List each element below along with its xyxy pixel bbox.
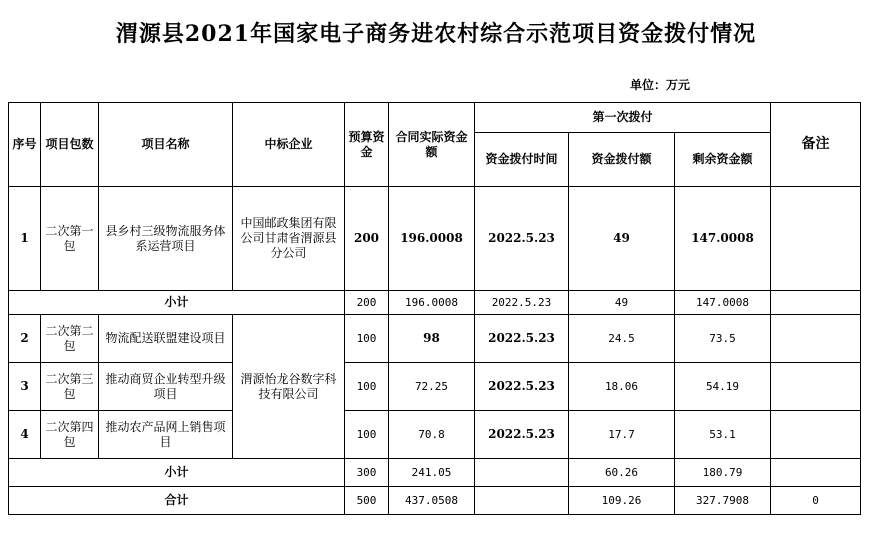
header-remark: 备注 [771,103,861,187]
cell-budget: 100 [345,411,389,459]
cell-pay-amount: 17.7 [569,411,675,459]
cell-budget: 200 [345,187,389,291]
subtotal-remark [771,291,861,315]
cell-remark [771,363,861,411]
cell-project: 县乡村三级物流服务体系运营项目 [99,187,233,291]
cell-remaining: 147.0008 [675,187,771,291]
cell-pay-amount: 18.06 [569,363,675,411]
total-pay-time [475,487,569,515]
subtotal-pay-time: 2022.5.23 [475,291,569,315]
subtotal-budget: 200 [345,291,389,315]
table-row [9,315,861,363]
cell-budget: 100 [345,315,389,363]
cell-seq: 2 [9,315,41,363]
total-row [9,487,861,515]
total-pay-amount: 109.26 [569,487,675,515]
table-row [9,187,861,291]
cell-seq: 1 [9,187,41,291]
total-contract: 437.0508 [389,487,475,515]
cell-pack: 二次第三包 [41,363,99,411]
cell-contract: 70.8 [389,411,475,459]
cell-contract: 98 [389,315,475,363]
cell-project: 推动商贸企业转型升级项目 [99,363,233,411]
cell-pay-amount: 24.5 [569,315,675,363]
cell-company: 渭源怡龙谷数字科技有限公司 [233,315,345,459]
subtotal-row [9,291,861,315]
cell-remaining: 54.19 [675,363,771,411]
cell-pay-time: 2022.5.23 [475,411,569,459]
header-pay-time: 资金拨付时间 [475,133,569,187]
cell-budget: 100 [345,363,389,411]
subtotal-contract: 241.05 [389,459,475,487]
table-row [9,363,861,411]
cell-pay-time: 2022.5.23 [475,315,569,363]
header-company: 中标企业 [233,103,345,187]
cell-seq: 3 [9,363,41,411]
total-remark: 0 [771,487,861,515]
cell-pay-time: 2022.5.23 [475,363,569,411]
subtotal-remaining: 180.79 [675,459,771,487]
cell-company: 中国邮政集团有限公司甘肃省渭源县分公司 [233,187,345,291]
header-remaining: 剩余资金额 [675,133,771,187]
subtotal-row [9,459,861,487]
cell-project: 推动农产品网上销售项目 [99,411,233,459]
subtotal-remaining: 147.0008 [675,291,771,315]
cell-contract: 72.25 [389,363,475,411]
cell-pack: 二次第四包 [41,411,99,459]
header-pay-amount: 资金拨付额 [569,133,675,187]
subtotal-pay-amount: 60.26 [569,459,675,487]
cell-pay-amount: 49 [569,187,675,291]
cell-pack: 二次第一包 [41,187,99,291]
cell-seq: 4 [9,411,41,459]
subtotal-label: 小计 [9,459,345,487]
funding-table [8,102,861,515]
cell-remark [771,315,861,363]
header-budget: 预算资金 [345,103,389,187]
unit-label: 单位：万元 [630,78,691,92]
page-title: 渭源县2021年国家电子商务进农村综合示范项目资金拨付情况 [115,21,757,47]
header-pack: 项目包数 [41,103,99,187]
header-project: 项目名称 [99,103,233,187]
subtotal-pay-time [475,459,569,487]
header-row-1 [9,103,861,133]
cell-remaining: 53.1 [675,411,771,459]
subtotal-label: 小计 [9,291,345,315]
header-contract: 合同实际资金额 [389,103,475,187]
cell-remark [771,411,861,459]
cell-remaining: 73.5 [675,315,771,363]
header-seq: 序号 [9,103,41,187]
subtotal-contract: 196.0008 [389,291,475,315]
subtotal-remark [771,459,861,487]
total-budget: 500 [345,487,389,515]
cell-pack: 二次第二包 [41,315,99,363]
total-remaining: 327.7908 [675,487,771,515]
header-first-payment: 第一次拨付 [475,103,771,133]
subtotal-budget: 300 [345,459,389,487]
cell-remark [771,187,861,291]
cell-pay-time: 2022.5.23 [475,187,569,291]
table-row [9,411,861,459]
total-label: 合计 [9,487,345,515]
cell-contract: 196.0008 [389,187,475,291]
cell-project: 物流配送联盟建设项目 [99,315,233,363]
subtotal-pay-amount: 49 [569,291,675,315]
